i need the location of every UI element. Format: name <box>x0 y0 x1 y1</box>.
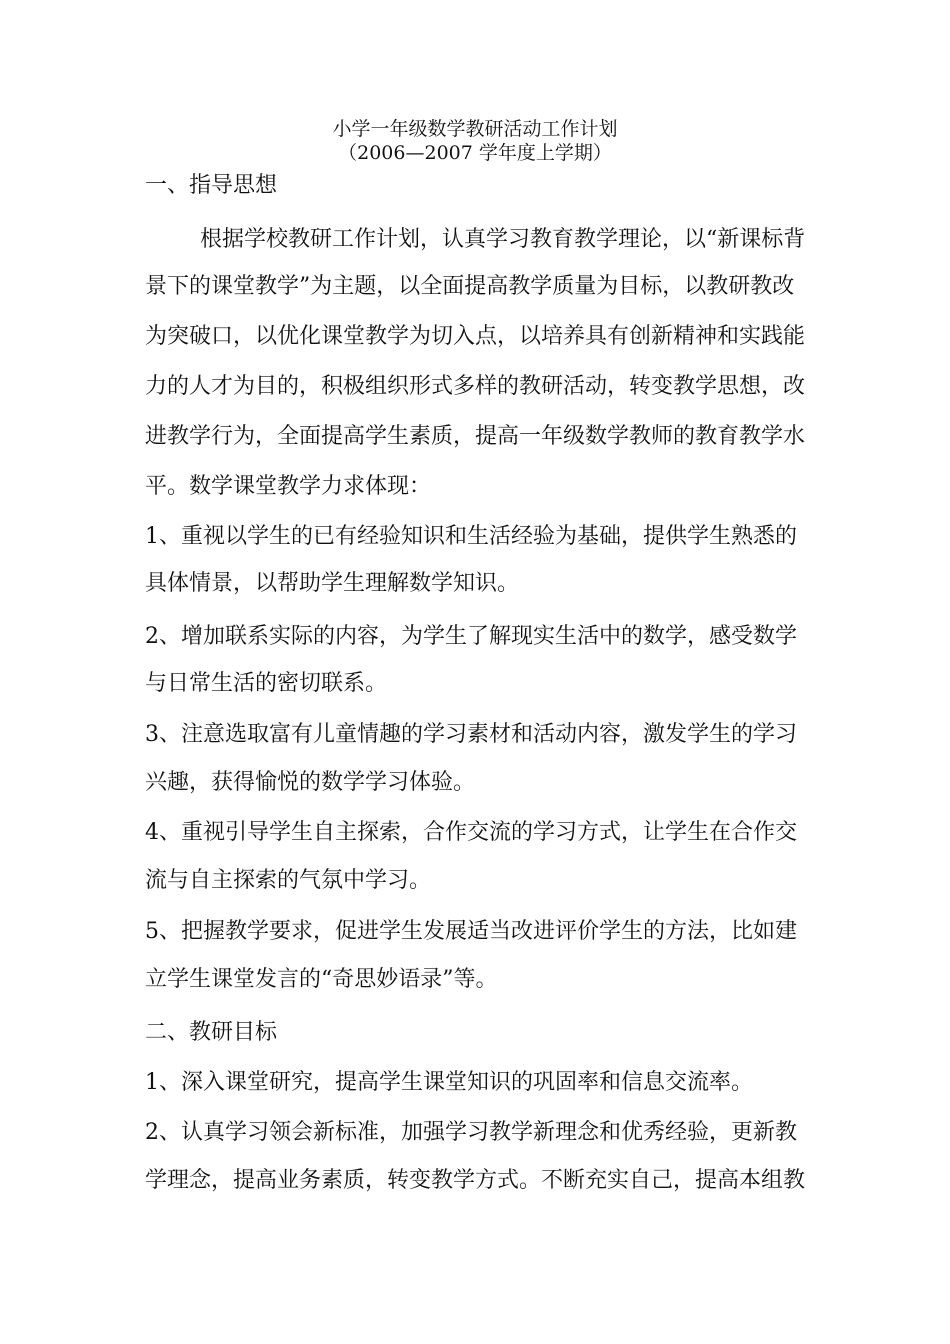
list-item-line: 4、重视引导学生自主探索，合作交流的学习方式，让学生在合作交 <box>145 820 797 845</box>
paragraph-line: 为突破口，以优化课堂教学为切入点，以培养具有创新精神和实践能 <box>145 324 806 349</box>
paragraph-line: 根据学校教研工作计划，认真学习教育教学理论，以“新课标背 <box>200 227 806 252</box>
paragraph-line: 力的人才为目的，积极组织形式多样的教研活动，转变教学思想，改 <box>145 374 806 399</box>
section-heading-research-goals: 二、教研目标 <box>145 1020 278 1045</box>
paragraph-line: 景下的课堂教学”为主题，以全面提高教学质量为目标，以教研教改 <box>145 274 795 299</box>
list-item-line: 5、把握教学要求，促进学生发展适当改进评价学生的方法，比如建 <box>145 919 797 944</box>
list-item-line: 兴趣，获得愉悦的数学学习体验。 <box>145 770 476 795</box>
document-subtitle: （2006—2007 学年度上学期） <box>338 142 612 164</box>
document-title: 小学一年级数学教研活动工作计划 <box>332 118 618 140</box>
paragraph-line: 平。数学课堂教学力求体现： <box>145 474 432 499</box>
list-item-line: 流与自主探索的气氛中学习。 <box>145 868 432 893</box>
goal-item-line: 学理念，提高业务素质，转变教学方式。不断充实自己，提高本组教 <box>145 1168 806 1193</box>
section-heading-guiding-ideology: 一、指导思想 <box>145 173 278 198</box>
list-item-line: 具体情景，以帮助学生理解数学知识。 <box>145 571 520 596</box>
list-item-line: 与日常生活的密切联系。 <box>145 671 388 696</box>
list-item-line: 1、重视以学生的已有经验知识和生活经验为基础，提供学生熟悉的 <box>145 524 797 549</box>
goal-item-line: 2、认真学习领会新标准，加强学习教学新理念和优秀经验，更新教 <box>145 1120 797 1145</box>
list-item-line: 3、注意选取富有儿童情趣的学习素材和活动内容，激发学生的学习 <box>145 722 797 747</box>
goal-item-line: 1、深入课堂研究，提高学生课堂知识的巩固率和信息交流率。 <box>145 1070 753 1095</box>
list-item-line: 立学生课堂发言的“奇思妙语录”等。 <box>145 967 498 992</box>
paragraph-line: 进教学行为，全面提高学生素质，提高一年级数学教师的教育教学水 <box>145 424 806 449</box>
list-item-line: 2、增加联系实际的内容，为学生了解现实生活中的数学，感受数学 <box>145 624 797 649</box>
